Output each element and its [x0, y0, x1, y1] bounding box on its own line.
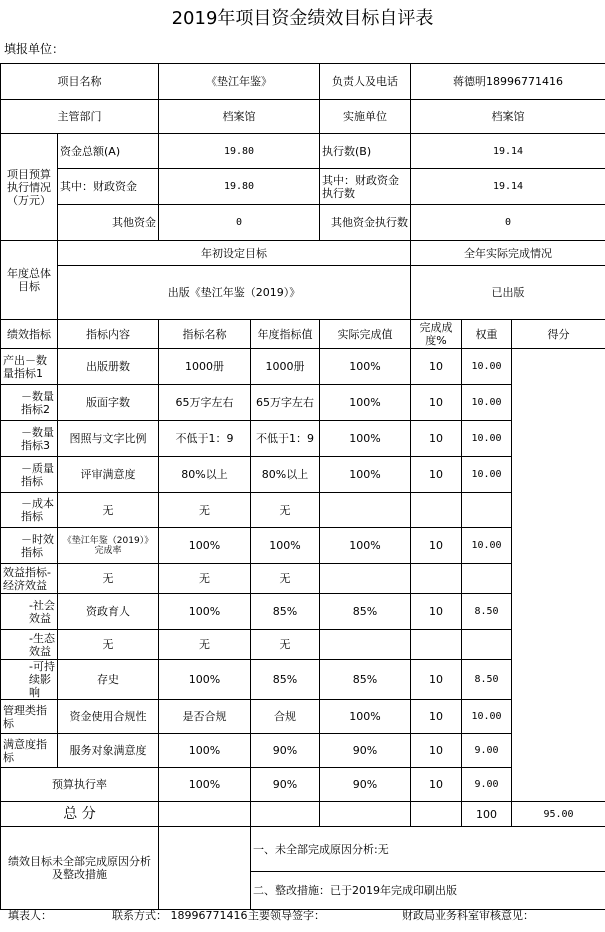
budget-fiscal: 19.80 [159, 169, 320, 205]
score [462, 493, 512, 528]
indicator-content: －成本指标 [1, 493, 58, 528]
budget-rate-label: 预算执行率 [1, 768, 159, 802]
actual-value: 不低于1：9 [251, 421, 320, 457]
completion-pct: 85% [320, 660, 411, 700]
annual-target: 80%以上 [159, 457, 251, 493]
project-name: 《垫江年鉴》 [159, 64, 320, 100]
weight [411, 564, 462, 594]
score: 10.00 [462, 700, 512, 734]
annual-target: 是否合规 [159, 700, 251, 734]
score: 8.50 [462, 594, 512, 630]
perf-section-label: 绩效指标 [1, 320, 58, 349]
footer-filler: 填表人： [8, 909, 52, 922]
indicator-name: 资政育人 [58, 594, 159, 630]
indicator-content: 效益指标-经济效益 [1, 564, 58, 594]
weight: 10 [411, 594, 462, 630]
completion-pct: 100% [320, 457, 411, 493]
indicator-name: 图照与文字比例 [58, 421, 159, 457]
impl-label: 实施单位 [320, 100, 411, 134]
perf-header: 指标名称 [159, 320, 251, 349]
weight: 10 [411, 421, 462, 457]
completion-pct: 100% [320, 385, 411, 421]
weight [411, 630, 462, 660]
total-score: 95.00 [512, 802, 605, 827]
budget-rate-actual: 90% [251, 768, 320, 802]
perf-row [1, 528, 605, 564]
annual-target: 不低于1：9 [159, 421, 251, 457]
completion-pct: 100% [320, 528, 411, 564]
budget-exec: 19.14 [411, 134, 605, 169]
perf-row [1, 700, 605, 734]
indicator-name: 资金使用合规性 [58, 700, 159, 734]
score: 10.00 [462, 385, 512, 421]
perf-row [1, 564, 605, 594]
perf-row [1, 349, 605, 385]
score: 10.00 [462, 457, 512, 493]
perf-row [1, 421, 605, 457]
actual-value: 100% [251, 528, 320, 564]
annual-target: 100% [159, 734, 251, 768]
actual-value: 1000册 [251, 349, 320, 385]
budget-rate-pct: 90% [320, 768, 411, 802]
actual-value: 无 [251, 493, 320, 528]
total-weight: 100 [462, 802, 512, 827]
actual-value: 65万字左右 [251, 385, 320, 421]
completion-pct: 100% [320, 700, 411, 734]
annual-target: 无 [159, 630, 251, 660]
perf-header: 年度指标值 [251, 320, 320, 349]
indicator-content: －质量指标 [1, 457, 58, 493]
actual-value: 无 [251, 630, 320, 660]
annual-set: 出版《垫江年鉴（2019）》 [58, 266, 411, 320]
completion-pct: 90% [320, 734, 411, 768]
budget-rate-score: 9.00 [462, 768, 512, 802]
contact-value: 蒋德明18996771416 [411, 64, 605, 100]
score: 9.00 [462, 734, 512, 768]
score: 10.00 [462, 421, 512, 457]
evaluation-table [0, 63, 605, 910]
budget-other: 0 [159, 205, 320, 241]
score: 8.50 [462, 660, 512, 700]
perf-row [1, 734, 605, 768]
budget-fiscal-label: 其中：财政资金 [58, 169, 159, 205]
annual-target: 1000册 [159, 349, 251, 385]
budget-exec-label: 执行数(B) [320, 134, 411, 169]
reporter-label: 填报单位： [4, 42, 65, 56]
weight: 10 [411, 457, 462, 493]
score: 10.00 [462, 528, 512, 564]
actual-value: 85% [251, 660, 320, 700]
perf-header: 实际完成值 [320, 320, 411, 349]
weight [411, 493, 462, 528]
weight: 10 [411, 385, 462, 421]
budget-rate-target: 100% [159, 768, 251, 802]
budget-section-label: 项目预算执行情况（万元） [1, 134, 58, 241]
annual-done-header: 全年实际完成情况 [411, 241, 605, 266]
weight: 10 [411, 349, 462, 385]
weight: 10 [411, 528, 462, 564]
score [462, 630, 512, 660]
indicator-content: 产出－数量指标1 [1, 349, 58, 385]
budget-other-exec: 0 [411, 205, 605, 241]
perf-row [1, 457, 605, 493]
annual-target: 无 [159, 564, 251, 594]
page-title: 2019年项目资金绩效目标自评表 [171, 8, 434, 29]
perf-row [1, 630, 605, 660]
budget-fiscal-exec: 19.14 [411, 169, 605, 205]
perf-row [1, 594, 605, 630]
perf-row [1, 493, 605, 528]
footer-leader: 主要领导签字： [248, 909, 325, 922]
indicator-content: －时效指标 [1, 528, 58, 564]
weight: 10 [411, 734, 462, 768]
budget-total: 19.80 [159, 134, 320, 169]
score: 10.00 [462, 349, 512, 385]
indicator-name: 无 [58, 630, 159, 660]
annual-target: 100% [159, 594, 251, 630]
completion-pct [320, 630, 411, 660]
footer-contact: 联系方式： 18996771416 [112, 909, 248, 922]
perf-header: 权重 [462, 320, 512, 349]
indicator-name: 存史 [58, 660, 159, 700]
budget-other-exec-label: 其他资金执行数 [320, 205, 411, 241]
completion-pct [320, 493, 411, 528]
indicator-name: 版面字数 [58, 385, 159, 421]
indicator-name: 《垫江年鉴（2019）》完成率 [58, 528, 159, 564]
indicator-name: 评审满意度 [58, 457, 159, 493]
annual-target: 100% [159, 528, 251, 564]
annual-set-header: 年初设定目标 [58, 241, 411, 266]
actual-value: 90% [251, 734, 320, 768]
reason-label: 绩效目标未全部完成原因分析及整改措施 [1, 827, 159, 910]
indicator-content: 管理类指标 [1, 700, 58, 734]
indicator-name: 无 [58, 493, 159, 528]
impl-value: 档案馆 [411, 100, 605, 134]
indicator-content: －数量指标3 [1, 421, 58, 457]
budget-total-label: 资金总额(A) [58, 134, 159, 169]
total-label: 总 分 [1, 802, 159, 827]
annual-done: 已出版 [411, 266, 605, 320]
footer [0, 905, 605, 925]
indicator-content: -社会效益 [1, 594, 58, 630]
perf-row [1, 660, 605, 700]
completion-pct: 100% [320, 349, 411, 385]
indicator-name: 出版册数 [58, 349, 159, 385]
indicator-content: -可持续影响 [1, 660, 58, 700]
perf-header: 指标内容 [58, 320, 159, 349]
project-name-label: 项目名称 [1, 64, 159, 100]
reason-measures: 二、整改措施：已于2019年完成印刷出版 [251, 872, 605, 910]
indicator-content: －数量指标2 [1, 385, 58, 421]
completion-pct: 85% [320, 594, 411, 630]
annual-section-label: 年度总体目标 [1, 241, 58, 320]
actual-value: 无 [251, 564, 320, 594]
completion-pct [320, 564, 411, 594]
perf-row [1, 385, 605, 421]
annual-target: 65万字左右 [159, 385, 251, 421]
actual-value: 80%以上 [251, 457, 320, 493]
actual-value: 合规 [251, 700, 320, 734]
contact-label: 负责人及电话 [320, 64, 411, 100]
budget-fiscal-exec-label: 其中：财政资金执行数 [320, 169, 411, 205]
dept-value: 档案馆 [159, 100, 320, 134]
score [462, 564, 512, 594]
perf-header: 得分 [512, 320, 605, 349]
dept-label: 主管部门 [1, 100, 159, 134]
actual-value: 85% [251, 594, 320, 630]
perf-header: 完成成度% [411, 320, 462, 349]
indicator-content: -生态效益 [1, 630, 58, 660]
reason-analysis: 一、未全部完成原因分析:无 [251, 827, 605, 872]
footer-review: 财政局业务科室审核意见： [402, 909, 534, 922]
weight: 10 [411, 700, 462, 734]
weight: 10 [411, 660, 462, 700]
completion-pct: 100% [320, 421, 411, 457]
indicator-name: 服务对象满意度 [58, 734, 159, 768]
budget-rate-weight: 10 [411, 768, 462, 802]
budget-other-label: 其他资金 [58, 205, 159, 241]
indicator-name: 无 [58, 564, 159, 594]
annual-target: 100% [159, 660, 251, 700]
indicator-content: 满意度指标 [1, 734, 58, 768]
annual-target: 无 [159, 493, 251, 528]
